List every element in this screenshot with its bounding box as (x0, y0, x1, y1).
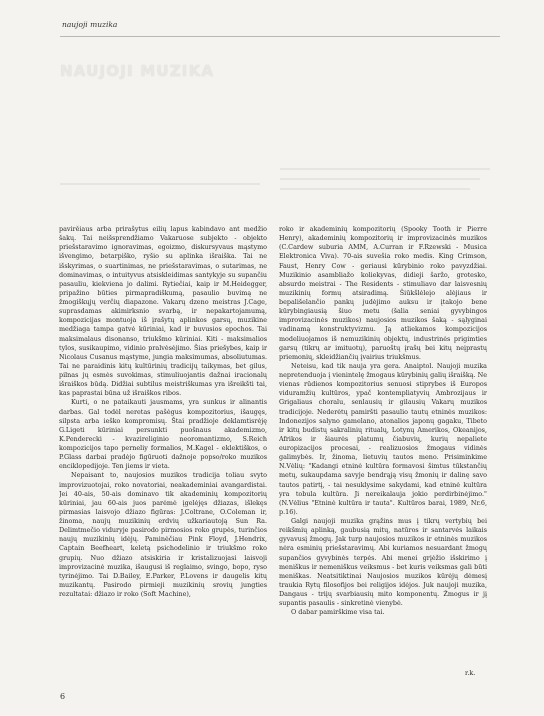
running-header: naujoji muzika (62, 20, 118, 29)
bleed-through-line (280, 188, 470, 190)
left-column (59, 225, 267, 685)
paragraph: pavirĕiaus arba prirašytus eilių lapus kabindavo ant medžio šakų. Tai neišsprendžiamo Vakaruose subjekto - objekto priešstaravimo ignoravimas, egoizmo, diskursyvaus mąstymo išvengimo, betarpiško, ryšio su aplinka išraiška. Tai ne išskyrimas, o suartinimas, ne priešstaravimas, o sutarimas, ne dominavimas, o intuityvus atsiskleidimas santykyje su supančiu pasauliu, kiekviena jo dalimi. Rytiečiai, kaip ir M.Heidegger, pripažino būties pirmapradiškumą, pasaulio buvimą ne žmogiškųjų verčių diapazone. Vakarų dzeno meistras J.Cage, suprasdamas akimirksnio svarbą, ir nepakartojamumą, kompozicijas montuoja iš įrašytų aplinkos garsų, muzikine medžiaga tampa gatvė kūriniai, kad ir buvusios epochos. Tai maksimalaus disonanso, triukšmo kūriniai. Kiti - maksimalios tylos, susikaupimo, vidinio pralvėsėjimo. Šias priešybes, kaip ir Nicolaus Cusanus mąstyme, jungia maksimumas, absoliutumas. Tai ne paraidinis kitų kultūrinių tradicijų taikymas, bet gilus, pilnas jų esmės suvokimas, stimuliuojantis dažnai iracionalų išraiškos būdą. Didžiai subtilus meistriškumas yra išreikšti tai, kas paprastai būna už išraiškos ribos. (59, 225, 267, 398)
header-divider (60, 36, 500, 37)
bleed-through-line (280, 168, 490, 170)
paragraph: Kurti, o ne pataikauti jausmams, yra sunkus ir alinantis darbas. Gal todėl neretas pašėgus kompozitorius, išaugęs, silpsta arba ieško kompromisų. Štai pradžioje deklamtisrėję G.Ligeti kūriniai persunkti puošnaus akademizmo, K.Penderecki - kvazireliginio neoromantizmo, S.Reich kompozicijos tapo perneliy formalios, M.Kagel - eklektiškos, o P.Glass darbai pradėjo figūruoti dažnoje popso/roko muzikos enciklopedijoje. Ten jiems ir vieta. (59, 398, 267, 471)
bleed-through-line (60, 183, 260, 185)
right-column (279, 225, 487, 675)
paragraph: Neteisu, kad tik nauja yra gera. Anaiptol. Naujoji muzika nepretenduoja į vienintelę žmogaus kūrybinių galių išraišką. Ne vienas rūdienos kompozitorius senuosi stiprybes iš Europos viduramžių kultūros, ypač kontempliatyvių Ambrozijaus ir Grigaliaus choralu, senlausių ir gilausių Vakarų muzikos tradicijoje. Nederėtų pamiršti pasaulio tautų etninės muzikos: Indonezijos salyno gamelano, atonalios japonų gagaku, Tibeto ir kitų budistų sakralinių ritualų, Lotynų Amerikos, Okeanijos, Afrikos ir šiaurės platumų čiabuvių, kurių nepaliete europizacijos procesai, - realizuosios žmogaus vidinės galimybės. Ir, žinoma, lietuvių tautos meno. Prisiminkime N.Vėlių: "Kadangi etninė kultūra formavosi šimtus tūkstančių metų, sukaupdama savyje bendrąją visų žmonių ir dalinę savo tautos patirtį, - tai nesuklysime sakydami, kad etninė kultūra yra tobula kultūra. Ji nereikalauja jokio perdirbinėjimo." (N.Vėlius "Etninė kultūra ir tauta". Kultūros barai, 1989, Nr.6, p.16). (279, 361, 487, 516)
bleed-through-line (280, 178, 480, 180)
author-signature: r.k. (465, 669, 476, 677)
paragraph: roko ir akademinių kompozitorių (Spooky Tooth ir Pierre Henry), akademinių kompozitorių ir improvizacinės muzikos (C.Cardew suburia AMM, A.Curran ir F.Rzewski - Musica Elektronica Viva). 70-ais suvešia roko medis. King Crimson, Faust, Henry Cow - geriausi kūrybinio roko pavyzdžiai. Muzikinio asambliažo koliekyvas, didieji šaržo, grotesko, absurdo meistrai - The Residents - stimuliavo dar laisvesnių muzikinių formų atsiradimą. Šiūkšlėleįo alėjiaus ir bepališelančio pankų judėjimo auksu ir įtakojo bene kūrybingiausią šiuo metu (šalia seniai gyvybingos improvizacinės muzikos) naujosios muzikos šaką - sąlyginai vadinamą konstruktyvizmu. Ją atliekamos kompozicijos modeliuojamos iš nemuzikinių objektų, industrinės prigimties garsų (tikrų ar imituotų), paruoštų įrašų bei kitų neįprastų priemonių, skleidžiančių įvairius triukšmus. (279, 225, 487, 361)
paragraph: O dabar pamirškime visa tai. (291, 608, 385, 617)
page-number: 6 (60, 692, 66, 701)
paragraph: Galgi naujoji muzika grąžins mus į tikrų vertybių bei reikšmių aplinką, gaubusią mitų, natūros ir santarvės laikais gyvavusį žmogų. Jak turp naujosios muzikos ir etninės muzikos nėra esminių priešstaravimų. Abi kuriamos nesuardant žmogų supančios gyvybinės terpės. Abi menei grįėžio išskirimo į meniškus ir nemeniškus veiksmus - bet kuris veiksmas gali būti meniškas. Neatsitiktinai Naujosios muzikos kūrėjų dėmesį traukia Rytų filosofijos bei religijos idėjos. Juk naujoji muzika, Dangaus - triįų svarbiausių mito komponentų. Žmogus ir jį supantis pasaulis - sinkretinė vienybė. (279, 517, 487, 608)
article-title: NAUJOJI MUZIKA (60, 62, 215, 80)
paragraph: Nepaisant to, naujosios muzikos tradicija toliau svyto improvizuotojai, roko novatoriai, neakademiniai avangardistai. Jei 40-ais, 50-ais dominavo tik akademinių kompozitorių kūriniai, jau 60-ais juos parėmė įgelėjęs džiazas, išlekęs pirmasias laisvojo džiazo figūras: J.Coltrane, O.Coleman ir, žinoma, naujų muzikinių erdvių užkariautoją Sun Ra. Delimtmečio viduryje pasirodo pirmosios roko grupės, turinčios naujų muzikinių idėjų. Paminėčiau Pink Floyd, J.Hendrix, Captain Beefheart, keletą psichodelinio ir triukšmo roko grupių. Nuo džiazo atsiskiria ir kristalizuojasi laisvoji improvizacinė muzika, išaugusi iš reglaimo, svingo, bopo, ryso tyrinėjimo. Tai D.Bailey, E.Parker, P.Lovens ir daugelis kitų muzikantų. Pasirodo pirmieji muzikinių srovių jungties rezultatai: džiazo ir roko (Soft Machine), (59, 471, 267, 598)
